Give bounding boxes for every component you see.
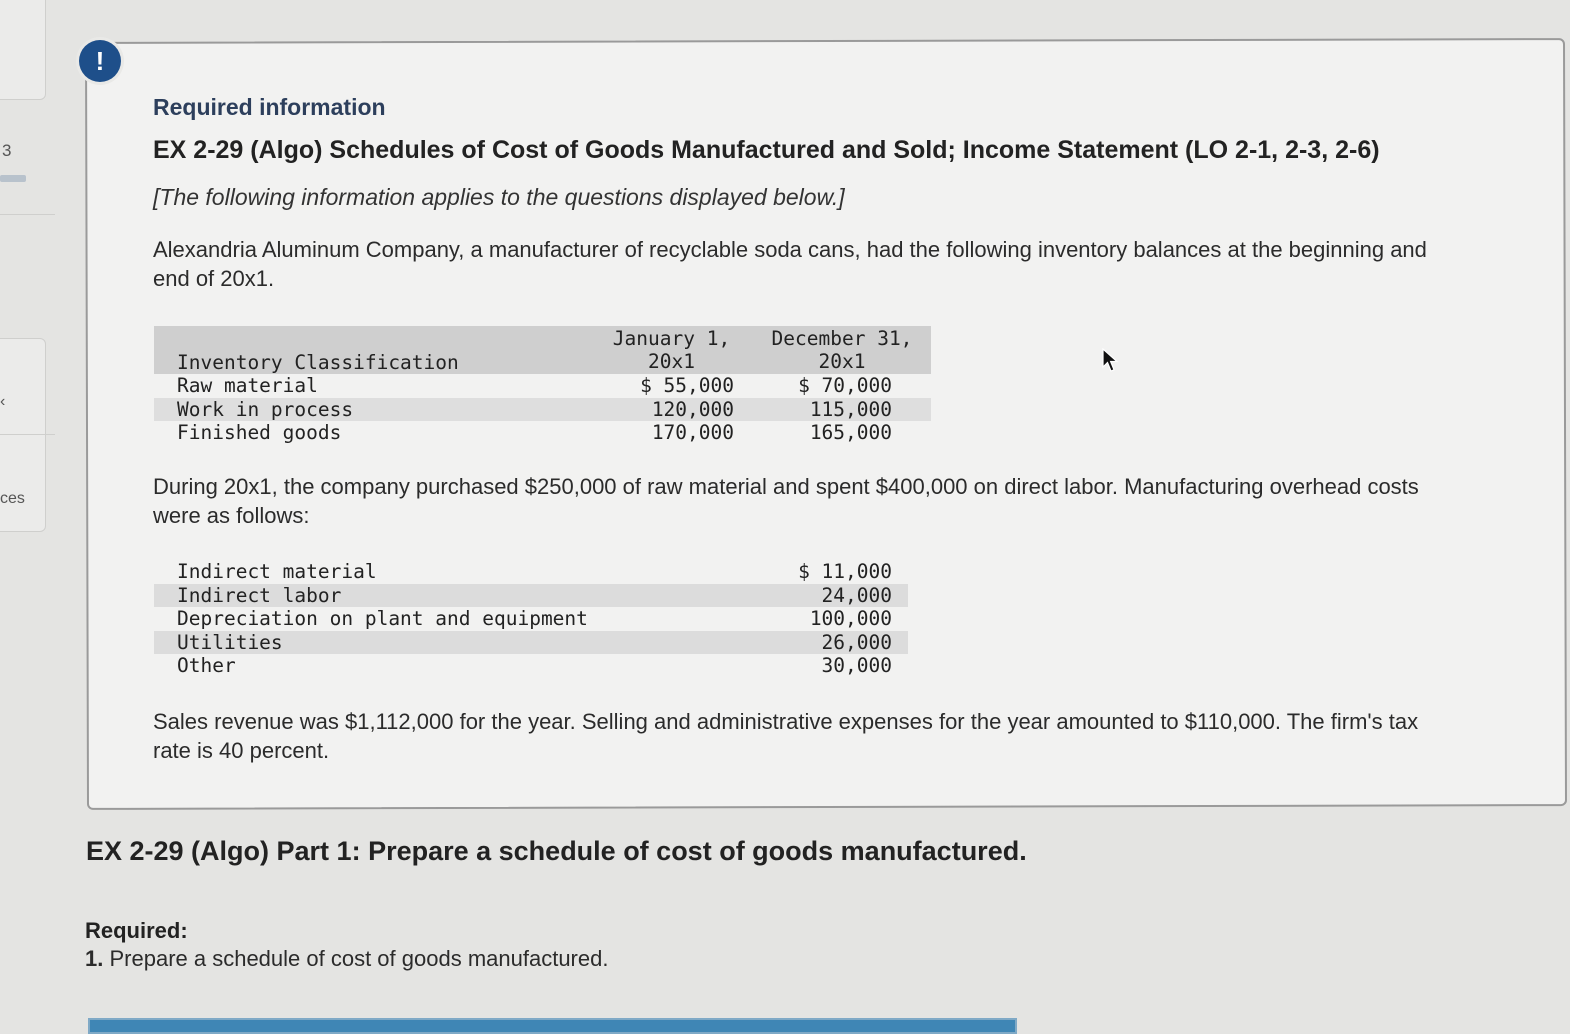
sidebar-card[interactable] <box>0 0 46 100</box>
part-title: EX 2-29 (Algo) Part 1: Prepare a schedule of cost of goods manufactured. <box>86 836 1027 866</box>
item-text: Prepare a schedule of cost of goods manufactured. <box>109 946 609 971</box>
item-number: 1. <box>85 946 104 971</box>
exclamation-icon: ! <box>79 40 121 82</box>
cell-value: 26,000 <box>821 630 892 654</box>
row-label: Raw material <box>177 374 318 397</box>
sidebar-divider <box>0 214 55 215</box>
sidebar-divider <box>0 434 55 435</box>
cell-value: 30,000 <box>821 654 892 677</box>
column-header: December 31, 20x1 <box>771 327 913 373</box>
overhead-table <box>154 560 908 678</box>
cell-value: 24,000 <box>821 583 892 607</box>
exercise-title: EX 2-29 (Algo) Schedules of Cost of Goods Manufactured and Sold; Income Statement (LO 2-1, 2-3, 2-6) <box>153 136 1380 164</box>
table-row <box>154 584 908 608</box>
table-row <box>154 421 931 445</box>
cell-value: $ 55,000 <box>640 374 734 397</box>
chevron-left-icon[interactable]: ‹ <box>0 393 6 410</box>
sidebar-references-link[interactable]: ces <box>0 490 25 507</box>
mouse-pointer-icon <box>1102 348 1120 374</box>
intro-paragraph: Alexandria Aluminum Company, a manufacturer of recyclable soda cans, had the following inventory balances at the beginning and end of 20x1. <box>153 237 1427 291</box>
required-item <box>85 946 608 972</box>
row-label: Indirect material <box>177 560 377 583</box>
table-header <box>154 326 931 374</box>
cell-value: 170,000 <box>651 421 734 444</box>
column-header: January 1, 20x1 <box>612 327 731 373</box>
table-row <box>154 398 931 422</box>
row-label: Finished goods <box>177 421 342 444</box>
cell-value: $ 70,000 <box>798 374 892 397</box>
cell-value: $ 11,000 <box>798 560 892 583</box>
column-header: Inventory Classification <box>177 351 459 374</box>
applies-note: [The following information applies to the questions displayed below.] <box>153 184 845 210</box>
table-row <box>154 374 931 398</box>
row-label: Work in process <box>177 397 354 421</box>
row-label: Depreciation on plant and equipment <box>177 607 588 630</box>
purchases-paragraph: During 20x1, the company purchased $250,000 of raw material and spent $400,000 on direct labor. Manufacturing overhead costs were as follows: <box>153 474 1419 528</box>
row-label: Other <box>177 654 236 677</box>
table-row <box>154 560 908 584</box>
required-label: Required: <box>85 918 188 943</box>
cell-value: 165,000 <box>809 421 892 444</box>
inventory-table <box>154 326 931 445</box>
row-label: Utilities <box>177 630 283 654</box>
sales-paragraph: Sales revenue was $1,112,000 for the year. Selling and administrative expenses for the year amounted to $110,000. The firm's tax rate is 40 percent. <box>153 709 1419 763</box>
cell-value: 115,000 <box>809 397 892 421</box>
table-row <box>154 654 908 678</box>
cell-value: 100,000 <box>809 607 892 630</box>
row-label: Indirect labor <box>177 583 342 607</box>
table-row <box>154 631 908 655</box>
sidebar-progress-mark <box>0 175 26 182</box>
table-row <box>154 607 908 631</box>
section-heading: Required information <box>153 94 386 120</box>
sidebar-number: 3 <box>2 141 12 160</box>
cell-value: 120,000 <box>651 397 734 421</box>
answer-table-header-bar <box>88 1018 1017 1034</box>
